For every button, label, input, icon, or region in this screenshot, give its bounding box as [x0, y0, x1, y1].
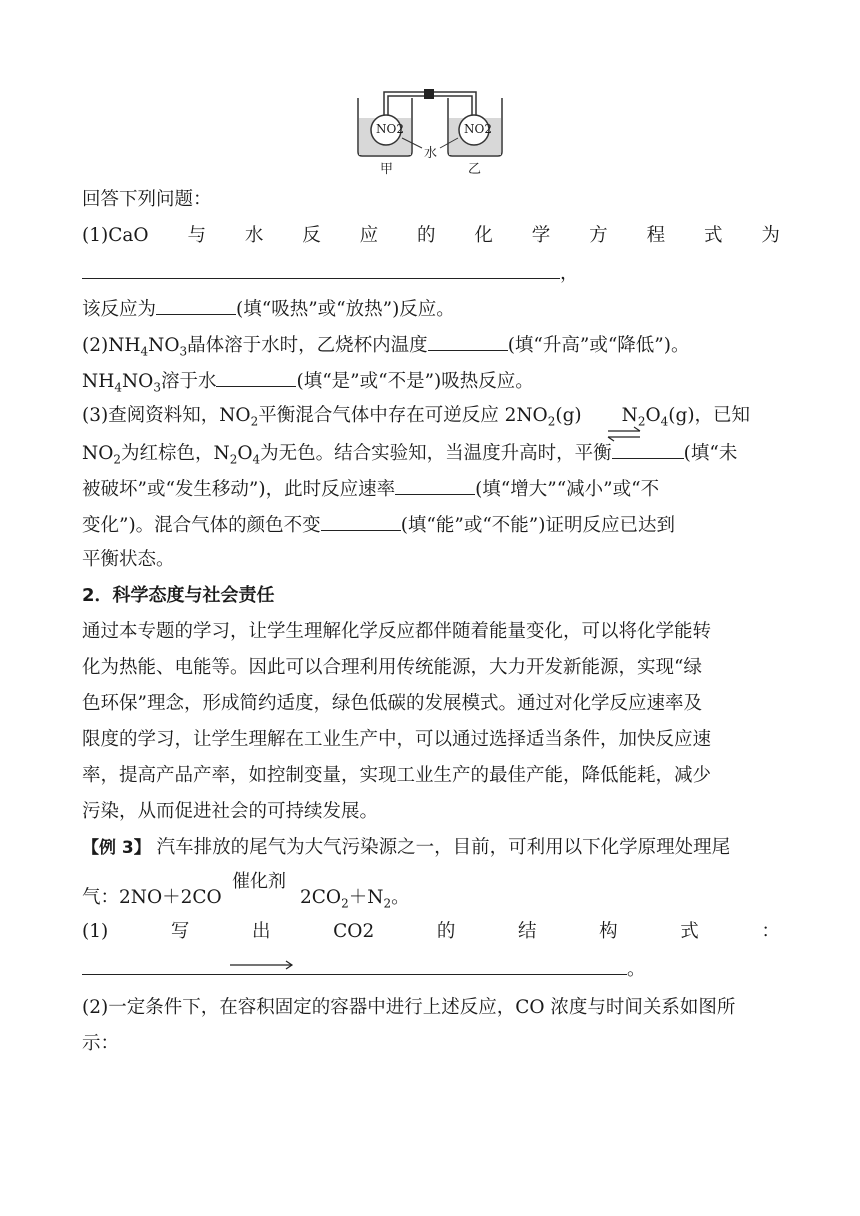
ex3-q2-line1: (2)一定条件下，在容积固定的容器中进行上述反应，CO 浓度与时间关系如图所 [82, 997, 736, 1018]
paragraph-line: 限度的学习，让学生理解在工业生产中，可以通过选择适当条件，加快反应速 [82, 729, 712, 750]
paragraph-line: 率，提高产品产率，如控制变量，实现工业生产的最佳产能，降低能耗，减少 [82, 765, 712, 786]
q3-line2 [82, 434, 780, 470]
q3-text: NO [82, 443, 114, 464]
ex3-q1-char: 的 [436, 921, 456, 942]
answer-blank[interactable] [82, 950, 627, 975]
q1-char: 程 [646, 225, 666, 246]
q3-text: O [237, 443, 253, 464]
subscript: 2 [547, 414, 556, 429]
q1-line3 [82, 290, 780, 326]
answer-blank[interactable] [82, 254, 560, 279]
q1-end: ， [560, 263, 579, 284]
q2-text: NO [148, 335, 180, 356]
q2-text: NH [82, 371, 115, 392]
paragraph-line: 通过本专题的学习，让学生理解化学反应都伴随着能量变化，可以将化学能转 [82, 621, 712, 642]
subscript: 3 [153, 380, 161, 395]
document-body [82, 182, 780, 1062]
q3-text: (3)查阅资料知，NO [82, 405, 251, 426]
q1-char: 与 [187, 225, 206, 246]
right-flask-label: NO2 [464, 122, 492, 136]
q2-text: 溶于水 [160, 371, 217, 392]
reaction-arrow-icon [230, 960, 294, 970]
beaker-jia-label: 甲 [380, 162, 394, 177]
q1-char: 学 [531, 225, 551, 246]
equation-line [82, 866, 780, 914]
q1-line1 [82, 218, 780, 254]
q1-char: 反 [302, 225, 321, 246]
ex3-q1-char: ： [761, 921, 780, 942]
q3-text: 变化”)。混合气体的颜色不变 [82, 515, 321, 536]
ex3-q1-line1 [82, 914, 780, 950]
q1-text: (填“吸热”或“放热”)反应。 [236, 299, 455, 320]
section-heading: 2．科学态度与社会责任 [82, 585, 275, 606]
ex3-q1-char: (1) [82, 921, 109, 942]
q3-line4 [82, 506, 780, 542]
subscript: 2 [341, 896, 349, 911]
q3-text: (g) [555, 405, 582, 426]
ex3-q1-char: 写 [170, 921, 190, 942]
water-label: 水 [424, 146, 438, 161]
ex3-q1-char: 结 [517, 921, 537, 942]
q3-text: 为红棕色，N [121, 443, 230, 464]
example-tag: 【例 3】 [82, 838, 151, 858]
subscript: 4 [140, 344, 149, 359]
subscript: 2 [113, 452, 121, 467]
catalyst-label: 催化剂 [232, 871, 286, 892]
subscript: 4 [114, 380, 122, 395]
q1-line2 [82, 254, 780, 290]
left-flask-label: NO2 [376, 122, 404, 136]
q1-char: 的 [417, 225, 436, 246]
q1-char: 化 [474, 225, 493, 246]
answer-blank[interactable] [156, 290, 236, 315]
eq-text: 2CO [300, 887, 342, 908]
q3-text: 平衡混合气体中存在可逆反应 2NO [258, 405, 548, 426]
q3-text: (填“增大”“减小”或“不 [475, 479, 660, 500]
answer-blank[interactable] [395, 470, 475, 495]
q2-text: (填“是”或“不是”)吸热反应。 [296, 371, 534, 392]
q3-text: (填“未 [683, 443, 738, 464]
paragraph-line: 色环保”理念，形成简约适度，绿色低碳的发展模式。通过对化学反应速率及 [82, 693, 702, 714]
q2-line1 [82, 326, 780, 362]
equation-reactants: 气：2NO＋2CO [82, 887, 222, 908]
answer-blank[interactable] [428, 326, 508, 351]
ex3-q1-char: 式 [680, 921, 699, 942]
q3-text: (填“能”或“不能”)证明反应已达到 [400, 515, 675, 536]
beaker-yi-label: 乙 [468, 162, 482, 177]
ex3-q1-char: 构 [599, 921, 618, 942]
q3-line5: 平衡状态。 [82, 549, 175, 570]
q3-text: O [645, 405, 661, 426]
subscript: 2 [250, 414, 259, 429]
eq-text: ＋N [348, 887, 384, 908]
ex3-q1-line2 [82, 950, 780, 986]
example-text: 汽车排放的尾气为大气污染源之一，目前，可利用以下化学原理处理尾 [156, 837, 731, 858]
answer-blank[interactable] [216, 362, 296, 387]
subscript: 2 [637, 414, 646, 429]
ex3-q2-line2: 示： [82, 1033, 120, 1054]
subscript: 4 [660, 414, 669, 429]
q1-char: 方 [589, 225, 608, 246]
subscript: 2 [383, 896, 392, 911]
subscript: 3 [179, 344, 188, 359]
eq-text: 。 [391, 887, 410, 908]
q1-text: 该反应为 [82, 299, 157, 320]
q3-text: (g)，已知 [668, 405, 751, 426]
ex3-q1-char: CO2 [333, 921, 375, 942]
ex3-q1-char: 出 [251, 921, 271, 942]
q3-text: N [621, 405, 638, 426]
subscript: 4 [252, 452, 261, 467]
q3-text: 被破坏”或“发生移动”)，此时反应速率 [82, 479, 396, 500]
q1-char: 应 [359, 225, 379, 246]
q3-text: 为无色。结合实验知，当温度升高时，平衡 [260, 443, 612, 464]
q2-text: (2)NH [82, 335, 141, 356]
intro-line: 回答下列问题： [82, 189, 212, 210]
q2-text: 晶体溶于水时，乙烧杯内温度 [187, 335, 428, 356]
reversible-arrow-icon [604, 424, 644, 444]
q3-line1 [82, 398, 780, 434]
q2-text: (填“升高”或“降低”)。 [507, 335, 690, 356]
paragraph-line: 污染，从而促进社会的可持续发展。 [82, 801, 379, 822]
apparatus-figure [350, 80, 510, 176]
q1-char: 为 [761, 225, 780, 246]
ex3-q1-end: 。 [627, 959, 646, 980]
q1-char: (1)CaO [82, 225, 149, 246]
example3-line1 [82, 830, 780, 866]
q1-char: 式 [703, 225, 723, 246]
paragraph-line: 化为热能、电能等。因此可以合理利用传统能源，大力开发新能源，实现“绿 [82, 657, 702, 678]
q2-text: NO [121, 371, 154, 392]
q2-line2 [82, 362, 780, 398]
answer-blank[interactable] [321, 506, 401, 531]
subscript: 2 [229, 452, 238, 467]
q3-line3 [82, 470, 780, 506]
q1-char: 水 [244, 225, 264, 246]
equation-products [300, 880, 410, 922]
